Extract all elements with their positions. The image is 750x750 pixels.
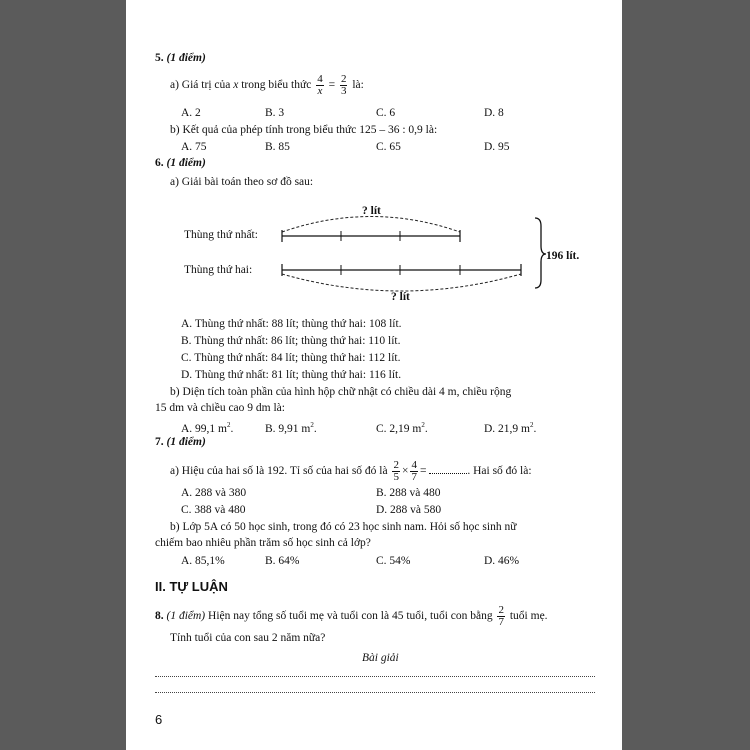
q7a-option-c[interactable]: C. 388 và 480 xyxy=(181,504,246,516)
q7a-fraction-2: $\frac{4}{7}$ xyxy=(411,459,417,483)
q7b-question-line2: chiếm bao nhiêu phần trăm số học sinh cả lớp? xyxy=(155,537,371,549)
q5-heading: 5. (1 điểm) xyxy=(155,52,206,64)
q7b-option-d[interactable]: D. 46% xyxy=(484,555,520,567)
q7b-option-c[interactable]: C. 54% xyxy=(376,555,411,567)
q5a-question: a) Giá trị của x trong biểu thức $\frac{4}{x}$ = $\frac{2}{3}$ là: xyxy=(170,73,364,97)
q6a-option-d[interactable]: D. Thùng thứ nhất: 81 lít; thùng thứ hai: 116 lít. xyxy=(181,369,402,381)
q8-question: 8. (1 điểm) Hiện nay tổng số tuổi mẹ và tuổi con là 45 tuổi, tuổi con bằng $\frac{2}{7}$ tuổi mẹ. xyxy=(155,604,548,628)
q5a-option-b[interactable]: B. 3 xyxy=(265,107,285,119)
q6a-question: a) Giải bài toán theo sơ đồ sau: xyxy=(170,176,314,188)
answer-line[interactable] xyxy=(155,676,595,677)
q6a-option-b[interactable]: B. Thùng thứ nhất: 86 lít; thùng thứ hai: 110 lít. xyxy=(181,335,401,347)
q5a-option-a[interactable]: A. 2 xyxy=(181,107,201,119)
diagram-unknown-top: ? lít xyxy=(362,205,381,217)
page-number: 6 xyxy=(155,712,163,727)
q5b-option-d[interactable]: D. 95 xyxy=(484,141,510,153)
answer-line[interactable] xyxy=(155,692,595,693)
diagram-total: 196 lít. xyxy=(546,250,580,262)
q8-fraction: $\frac{2}{7}$ xyxy=(498,604,504,628)
q5a-fraction-2: $\frac{2}{3}$ xyxy=(340,73,347,97)
q6b-option-c[interactable]: C. 2,19 $m^2$. xyxy=(376,421,428,435)
diagram-unknown-bottom: ? lít xyxy=(391,291,410,303)
q5a-fraction-1: $\frac{4}{x}$ xyxy=(317,73,323,97)
first-bar-brace xyxy=(282,217,460,233)
q6a-option-c[interactable]: C. Thùng thứ nhất: 84 lít; thùng thứ hai: 112 lít. xyxy=(181,352,401,364)
q7-heading: 7. (1 điểm) xyxy=(155,436,206,448)
solution-label: Bài giải xyxy=(362,652,399,664)
q7a-option-a[interactable]: A. 288 và 380 xyxy=(181,487,247,499)
q6b-option-b[interactable]: B. 9,91 $m^2$. xyxy=(265,421,317,435)
q6b-option-d[interactable]: D. 21,9 $m^2$. xyxy=(484,421,537,435)
q7a-option-b[interactable]: B. 288 và 480 xyxy=(376,487,441,499)
q6b-option-a[interactable]: A. 99,1 $m^2$. xyxy=(181,421,234,435)
q7b-option-b[interactable]: B. 64% xyxy=(265,555,300,567)
q6a-option-a[interactable]: A. Thùng thứ nhất: 88 lít; thùng thứ hai: 108 lít. xyxy=(181,318,402,330)
q5a-option-d[interactable]: D. 8 xyxy=(484,107,504,119)
q7b-question-line1: b) Lớp 5A có 50 học sinh, trong đó có 23 học sinh nam. Hỏi số học sinh nữ xyxy=(170,521,517,533)
q6b-question-line2: 15 dm và chiều cao 9 dm là: xyxy=(155,402,285,414)
q8-question-line2: Tính tuổi của con sau 2 năm nữa? xyxy=(170,632,326,644)
total-brace xyxy=(535,218,546,288)
q7a-option-d[interactable]: D. 288 và 580 xyxy=(376,504,442,516)
q6b-question-line1: b) Diện tích toàn phần của hình hộp chữ nhật có chiều dài 4 m, chiều rộng xyxy=(170,386,512,398)
diagram-label-first: Thùng thứ nhất: xyxy=(184,229,258,241)
q5b-option-b[interactable]: B. 85 xyxy=(265,141,290,153)
diagram-label-second: Thùng thứ hai: xyxy=(184,264,253,276)
q5a-option-c[interactable]: C. 6 xyxy=(376,107,396,119)
answer-blank[interactable] xyxy=(429,464,467,474)
section-essay-heading: II. TỰ LUẬN xyxy=(155,579,228,594)
second-bar-brace xyxy=(282,274,521,291)
q7a-fraction-1: $\frac{2}{5}$ xyxy=(393,459,399,483)
q6-heading: 6. (1 điểm) xyxy=(155,157,206,169)
q5b-option-a[interactable]: A. 75 xyxy=(181,141,207,153)
q5b-question: b) Kết quả của phép tính trong biểu thức 125 – 36 : 0,9 là: xyxy=(170,124,438,136)
q7b-option-a[interactable]: A. 85,1% xyxy=(181,555,225,567)
q7a-question: a) Hiệu của hai số là 192. Tỉ số của hai số đó là $\frac{2}{5}$ × $\frac{4}{7}$ = . Hai số đó là: xyxy=(170,459,532,483)
q5b-option-c[interactable]: C. 65 xyxy=(376,141,401,153)
